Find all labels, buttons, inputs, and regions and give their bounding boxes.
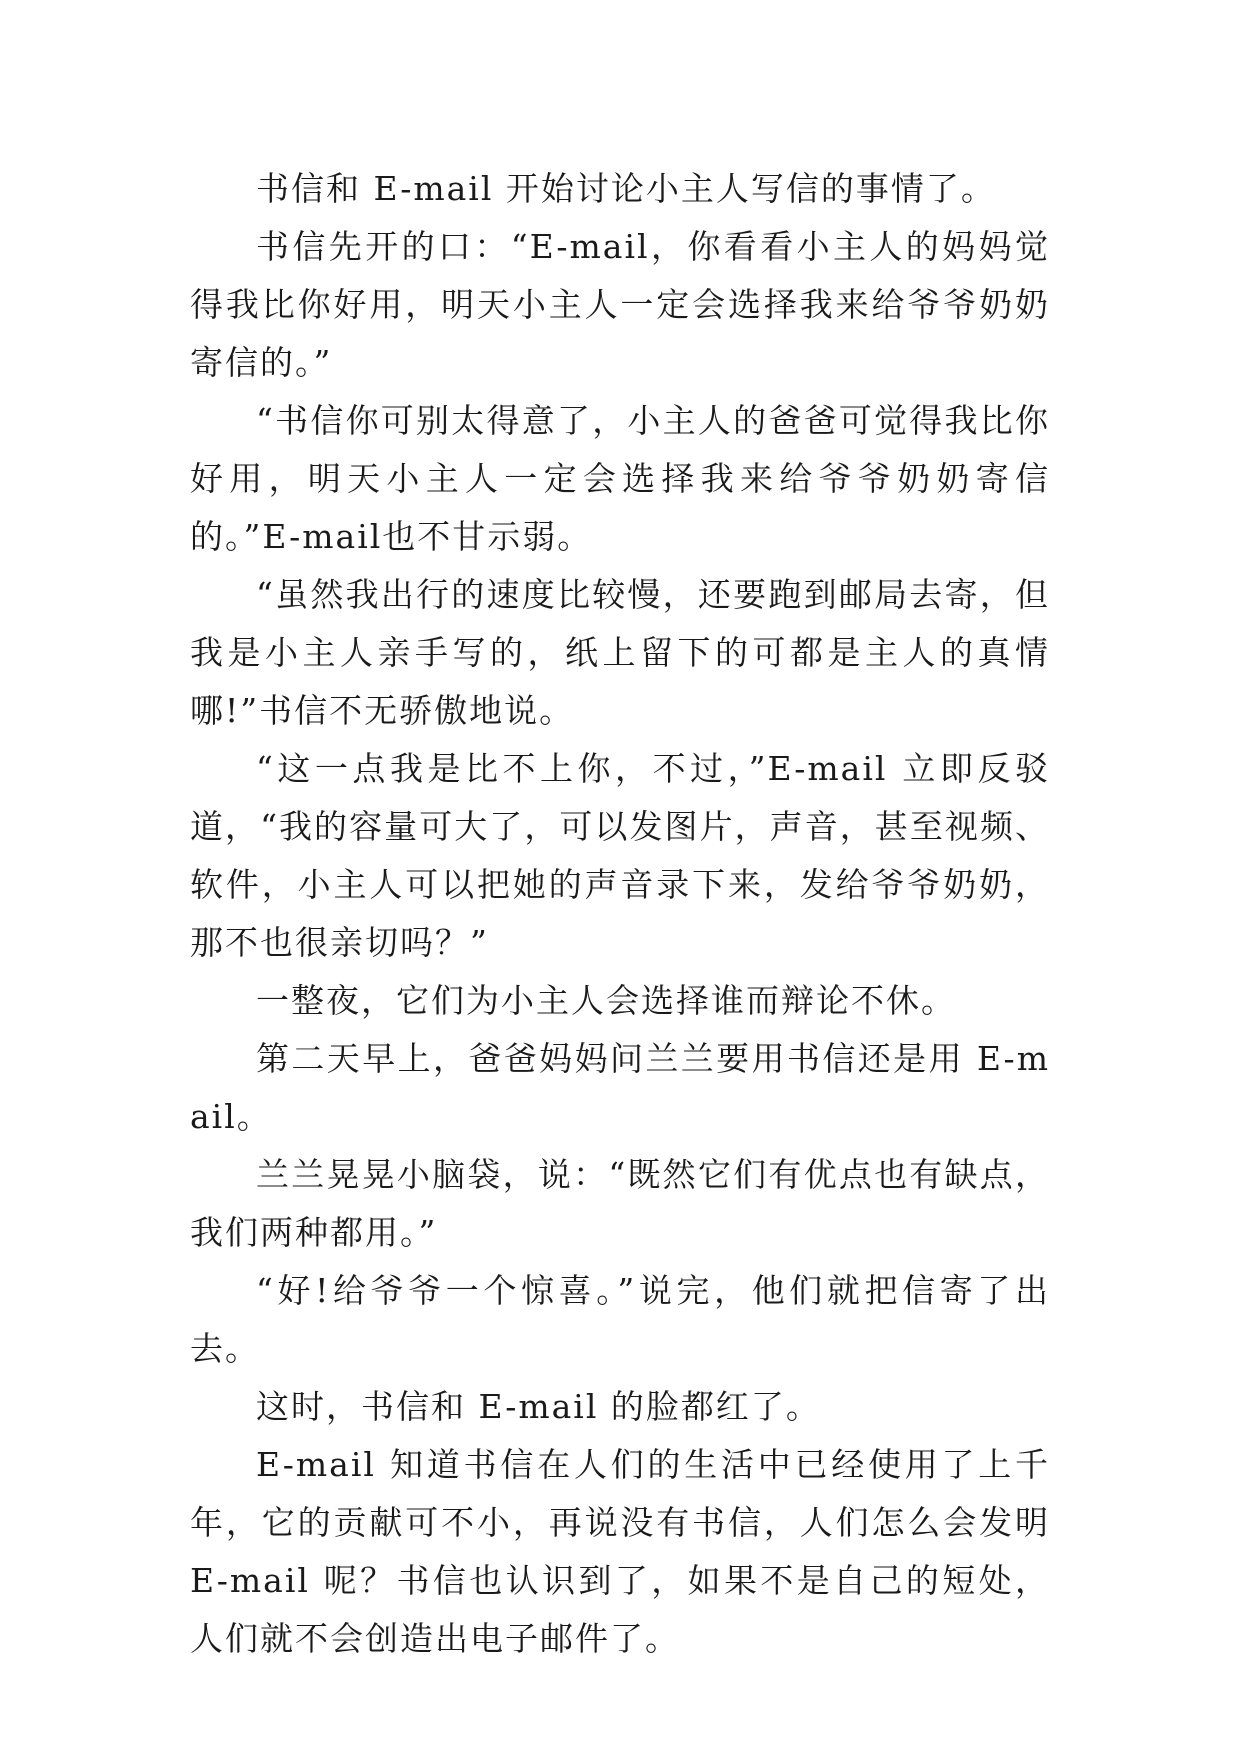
paragraph: “这一点我是比不上你，不过，”E-mail 立即反驳道，“我的容量可大了，可以发图片，声音，甚至视频、软件，小主人可以把她的声音录下来，发给爷爷奶奶，那不也很亲切吗？”	[190, 749, 1050, 962]
paragraph: 这时，书信和 E-mail 的脸都红了。	[256, 1387, 821, 1426]
paragraph: 第二天早上，爸爸妈妈问兰兰要用书信还是用 E-mail。	[190, 1039, 1050, 1136]
body-text	[190, 160, 1050, 1668]
paragraph: 书信先开的口：“E-mail，你看看小主人的妈妈觉得我比你好用，明天小主人一定会选择我来给爷爷奶奶寄信的。”	[190, 227, 1050, 382]
paragraph: 兰兰晃晃小脑袋，说：“既然它们有优点也有缺点，我们两种都用。”	[190, 1155, 1050, 1252]
paragraph: “好!给爷爷一个惊喜。”说完，他们就把信寄了出去。	[190, 1271, 1050, 1368]
paragraph: “虽然我出行的速度比较慢，还要跑到邮局去寄，但我是小主人亲手写的，纸上留下的可都是主人的真情哪!”书信不无骄傲地说。	[190, 575, 1050, 730]
paragraph: E-mail 知道书信在人们的生活中已经使用了上千年，它的贡献可不小，再说没有书信，人们怎么会发明 E-mail 呢？书信也认识到了，如果不是自己的短处，人们就不会创造出电子邮件了。	[190, 1445, 1050, 1658]
paragraph: 书信和 E-mail 开始讨论小主人写信的事情了。	[256, 169, 996, 208]
paragraph: 一整夜，它们为小主人会选择谁而辩论不休。	[256, 981, 956, 1020]
paragraph: “书信你可别太得意了，小主人的爸爸可觉得我比你好用，明天小主人一定会选择我来给爷爷奶奶寄信的。”E-mail也不甘示弱。	[190, 401, 1050, 556]
